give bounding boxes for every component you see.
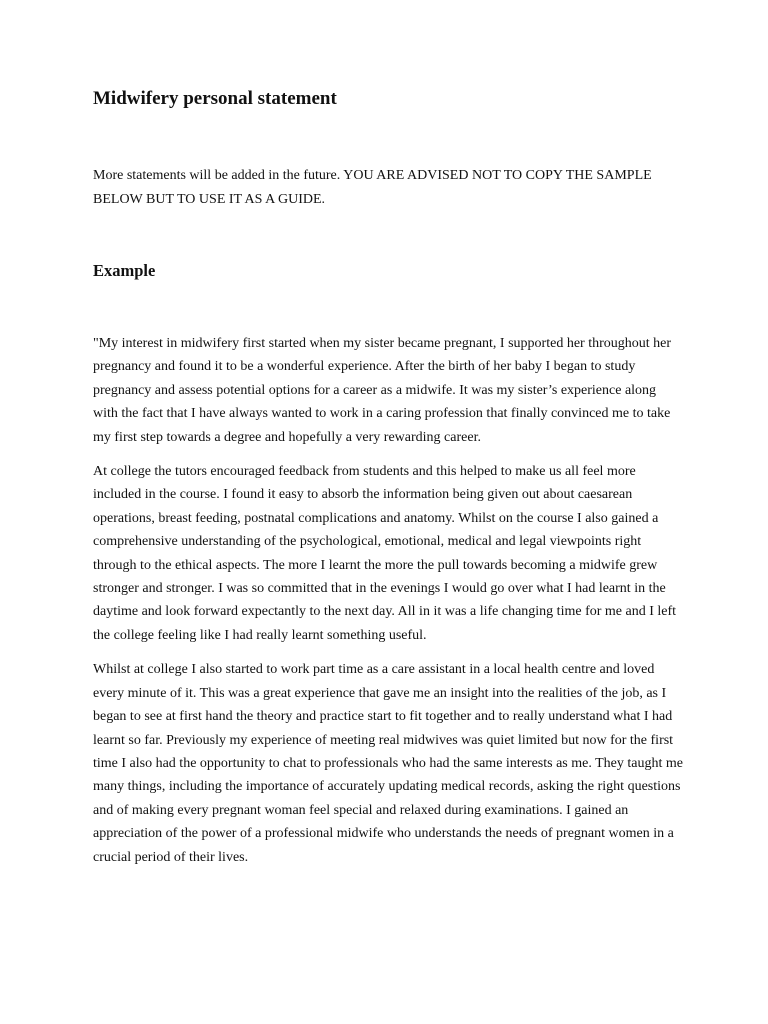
section-heading-example: Example bbox=[93, 261, 156, 280]
statement-body bbox=[93, 332, 683, 880]
statement-paragraph: Whilst at college I also started to work part time as a care assistant in a local health centre and loved every minute of it. This was a great experience that gave me an insight into the realities of the job, as I began to see at first hand the theory and practice start to fit together and to really understand what I had learnt so far. Previously my experience of meeting real midwives was quiet limited but now for the first time I also had the opportunity to chat to professionals who had the same interests as me. They taught me many things, including the importance of accurately updating medical records, asking the right questions and of making every pregnant woman feel special and relaxed during examinations. I gained an appreciation of the power of a professional midwife who understands the needs of pregnant women in a crucial period of their lives. bbox=[93, 662, 683, 865]
statement-paragraph: At college the tutors encouraged feedback from students and this helped to make us all feel more included in the course. I found it easy to absorb the information being given out about caesarean operations, breast feeding, postnatal complications and anatomy. Whilst on the course I also gained a comprehensive understanding of the psychological, emotional, medical and legal viewpoints right through to the ethical aspects. The more I learnt the more the pull towards becoming a midwife grew stronger and stronger. I was so committed that in the evenings I would go over what I had learnt in the daytime and look forward expectantly to the next day. All in it was a life changing time for me and I left the college feeling like I had really learnt something useful. bbox=[93, 464, 677, 643]
statement-paragraph: "My interest in midwifery first started when my sister became pregnant, I supported her throughout her pregnancy and found it to be a wonderful experience. After the birth of her baby I began to study pregnancy and assess potential options for a career as a midwife. It was my sister’s experience along with the fact that I have always wanted to work in a caring profession that finally convinced me to take my first step towards a degree and hopefully a very rewarding career. bbox=[93, 336, 672, 445]
document-title: Midwifery personal statement bbox=[93, 88, 337, 109]
intro-notice: More statements will be added in the future. YOU ARE ADVISED NOT TO COPY THE SAMPLE BELOW BUT TO USE IT AS A GUIDE. bbox=[93, 168, 652, 207]
